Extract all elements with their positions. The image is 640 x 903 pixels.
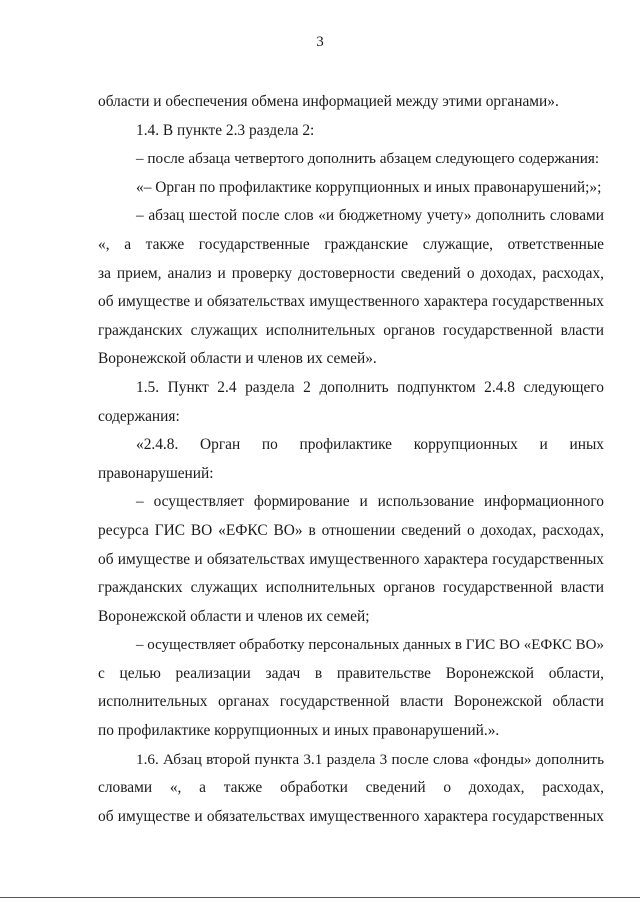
text-line: ресурса ГИС ВО «ЕФКС ВО» в отношении сведений о доходах, расходах, [98, 521, 604, 539]
text-line: за прием, анализ и проверку достоверности сведений о доходах, расходах, [98, 264, 604, 282]
bottom-rule [0, 897, 640, 898]
text-line: об имуществе и обязательствах имущественного характера государственных [98, 550, 604, 568]
text-line: «– Орган по профилактике коррупционных и иных правонарушений;»; [136, 178, 602, 196]
text-line: об имуществе и обязательствах имущественного характера государственных [98, 807, 604, 825]
text-line: гражданских служащих исполнительных органов государственной власти [98, 579, 604, 597]
document-body [98, 88, 604, 831]
text-line: 1.6. Абзац второй пункта 3.1 раздела 3 после слова «фонды» дополнить [136, 750, 604, 768]
text-line: «, а также государственные гражданские служащие, ответственные [98, 235, 604, 253]
text-line: гражданских служащих исполнительных органов государственной власти [98, 321, 604, 339]
text-line: об имуществе и обязательствах имущественного характера государственных [98, 293, 604, 311]
text-line: словами «, а также обработки сведений о доходах, расходах, [98, 779, 604, 797]
text-line: – осуществляет обработку персональных данных в ГИС ВО «ЕФКС ВО» [136, 637, 604, 654]
text-line: «2.4.8. Орган по профилактике коррупционных и иных [136, 436, 604, 454]
text-line: 1.4. В пункте 2.3 раздела 2: [136, 121, 315, 139]
text-line: Воронежской области и членов их семей». [98, 350, 377, 368]
text-line: содержания: [98, 407, 180, 425]
text-line: по профилактике коррупционных и иных правонарушений.». [98, 722, 500, 740]
text-line: исполнительных органах государственной власти Воронежской области [98, 693, 604, 711]
text-line: с целью реализации задач в правительстве Воронежской области, [98, 664, 604, 682]
text-line: – после абзаца четвертого дополнить абзацем следующего содержания: [136, 150, 600, 168]
text-line: правонарушений: [98, 464, 214, 482]
text-line: – осуществляет формирование и использование информационного [136, 493, 604, 511]
page-number: 3 [316, 34, 324, 50]
text-line: области и обеспечения обмена информацией между этими органами». [98, 93, 559, 110]
text-line: – абзац шестой после слов «и бюджетному учету» дополнить словами [136, 207, 604, 225]
text-line: Воронежской области и членов их семей; [98, 607, 370, 625]
text-line: 1.5. Пункт 2.4 раздела 2 дополнить подпунктом 2.4.8 следующего [136, 378, 604, 396]
